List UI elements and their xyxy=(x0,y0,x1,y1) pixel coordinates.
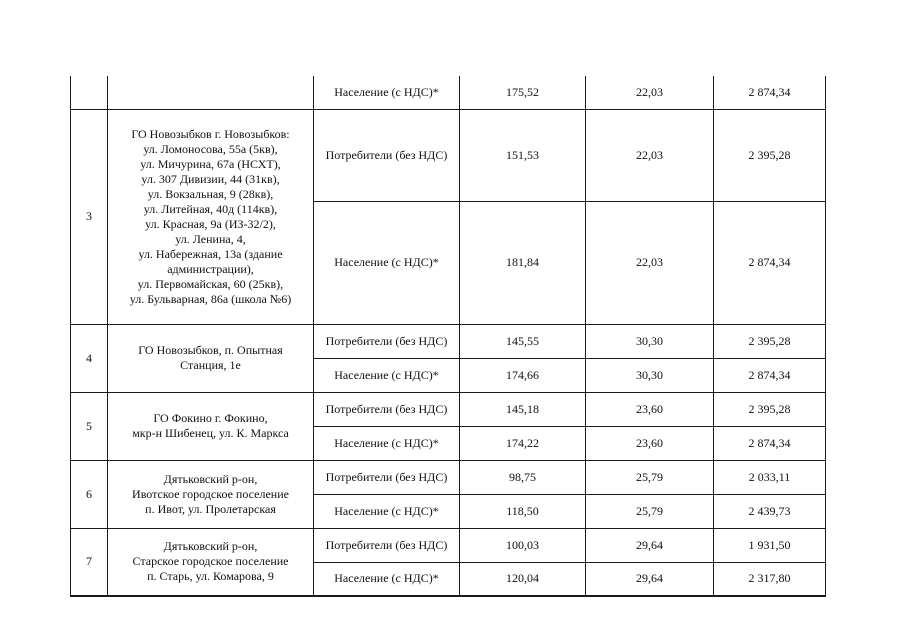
address-line: ул. Первомайская, 60 (25кв), xyxy=(137,276,284,291)
value-cell: 120,04 xyxy=(460,562,586,596)
row-number-cell: 4 xyxy=(71,324,108,392)
address-cell xyxy=(108,76,314,109)
row-number-cell: 7 xyxy=(71,528,108,596)
value-cell: 29,64 xyxy=(586,528,714,562)
address-line: ул. Красная, 9а (ИЗ-32/2), xyxy=(145,216,276,231)
row-number-cell xyxy=(71,76,108,109)
address-cell xyxy=(108,109,314,324)
value-cell: 2 439,73 xyxy=(714,494,826,528)
address-line: Дятьковский р-он, xyxy=(163,471,258,486)
value-cell: 2 395,28 xyxy=(714,392,826,426)
category-cell: Потребители (без НДС) xyxy=(314,109,460,201)
address-line: ГО Фокино г. Фокино, xyxy=(153,411,268,425)
table-row xyxy=(71,76,826,109)
value-cell: 25,79 xyxy=(586,494,714,528)
value-cell: 118,50 xyxy=(460,494,586,528)
value-cell: 174,66 xyxy=(460,358,586,392)
value-cell: 22,03 xyxy=(586,76,714,109)
address-line: ул. 307 Дивизии, 44 (31кв), xyxy=(141,171,280,186)
table-row xyxy=(71,109,826,201)
value-cell: 98,75 xyxy=(460,460,586,494)
address-cell xyxy=(108,392,314,460)
value-cell: 174,22 xyxy=(460,426,586,460)
address-line: п. Старь, ул. Комарова, 9 xyxy=(147,569,274,584)
address-line: ул. Ломоносова, 55а (5кв), xyxy=(143,141,278,156)
address-line: ГО Новозыбков г. Новозыбков: xyxy=(131,126,290,141)
address-line: Станция, 1е xyxy=(180,358,241,372)
row-number-cell: 5 xyxy=(71,392,108,460)
value-cell: 23,60 xyxy=(586,392,714,426)
table-row xyxy=(71,324,826,358)
value-cell: 2 874,34 xyxy=(714,358,826,392)
value-cell: 1 931,50 xyxy=(714,528,826,562)
category-cell: Население (с НДС)* xyxy=(314,201,460,324)
address-cell xyxy=(108,460,314,528)
address-line: администрации), xyxy=(167,261,254,276)
address-line: Ивотское городское поселение xyxy=(132,486,289,501)
row-number-cell: 3 xyxy=(71,109,108,324)
address-line: ул. Бульварная, 86а (школа №6) xyxy=(129,291,292,306)
category-cell: Население (с НДС)* xyxy=(314,358,460,392)
value-cell: 2 317,80 xyxy=(714,562,826,596)
address-line: ГО Новозыбков, п. Опытная xyxy=(138,343,283,357)
category-cell: Население (с НДС)* xyxy=(314,76,460,109)
address-line: ул. Ленина, 4, xyxy=(175,231,246,246)
value-cell: 151,53 xyxy=(460,109,586,201)
table-row xyxy=(71,528,826,562)
address-line: ул. Вокзальная, 9 (28кв), xyxy=(147,186,274,201)
value-cell: 2 874,34 xyxy=(714,426,826,460)
address-cell xyxy=(108,528,314,596)
category-cell: Потребители (без НДС) xyxy=(314,324,460,358)
address-line: мкр-н Шибенец, ул. К. Маркса xyxy=(132,426,289,440)
value-cell: 29,64 xyxy=(586,562,714,596)
table-row xyxy=(71,460,826,494)
value-cell: 145,55 xyxy=(460,324,586,358)
value-cell: 2 874,34 xyxy=(714,201,826,324)
address-line: ул. Набережная, 13а (здание xyxy=(138,246,283,261)
value-cell: 30,30 xyxy=(586,324,714,358)
address-line: Дятьковский р-он, xyxy=(163,539,258,554)
value-cell: 22,03 xyxy=(586,109,714,201)
row-number-cell: 6 xyxy=(71,460,108,528)
category-cell: Население (с НДС)* xyxy=(314,562,460,596)
value-cell: 145,18 xyxy=(460,392,586,426)
category-cell: Потребители (без НДС) xyxy=(314,460,460,494)
address-line: Старское городское поселение xyxy=(132,554,289,569)
value-cell: 175,52 xyxy=(460,76,586,109)
value-cell: 2 033,11 xyxy=(714,460,826,494)
value-cell: 2 395,28 xyxy=(714,109,826,201)
address-line: ул. Мичурина, 67а (НСХТ), xyxy=(140,156,281,171)
category-cell: Население (с НДС)* xyxy=(314,426,460,460)
address-line: п. Ивот, ул. Пролетарская xyxy=(145,501,276,516)
value-cell: 30,30 xyxy=(586,358,714,392)
value-cell: 181,84 xyxy=(460,201,586,324)
value-cell: 23,60 xyxy=(586,426,714,460)
value-cell: 2 395,28 xyxy=(714,324,826,358)
value-cell: 22,03 xyxy=(586,201,714,324)
address-line: ул. Литейная, 40д (114кв), xyxy=(143,201,278,216)
category-cell: Потребители (без НДС) xyxy=(314,392,460,426)
tariff-table xyxy=(70,76,826,597)
category-cell: Потребители (без НДС) xyxy=(314,528,460,562)
value-cell: 100,03 xyxy=(460,528,586,562)
category-cell: Население (с НДС)* xyxy=(314,494,460,528)
table-row xyxy=(71,392,826,426)
value-cell: 2 874,34 xyxy=(714,76,826,109)
value-cell: 25,79 xyxy=(586,460,714,494)
address-cell xyxy=(108,324,314,392)
